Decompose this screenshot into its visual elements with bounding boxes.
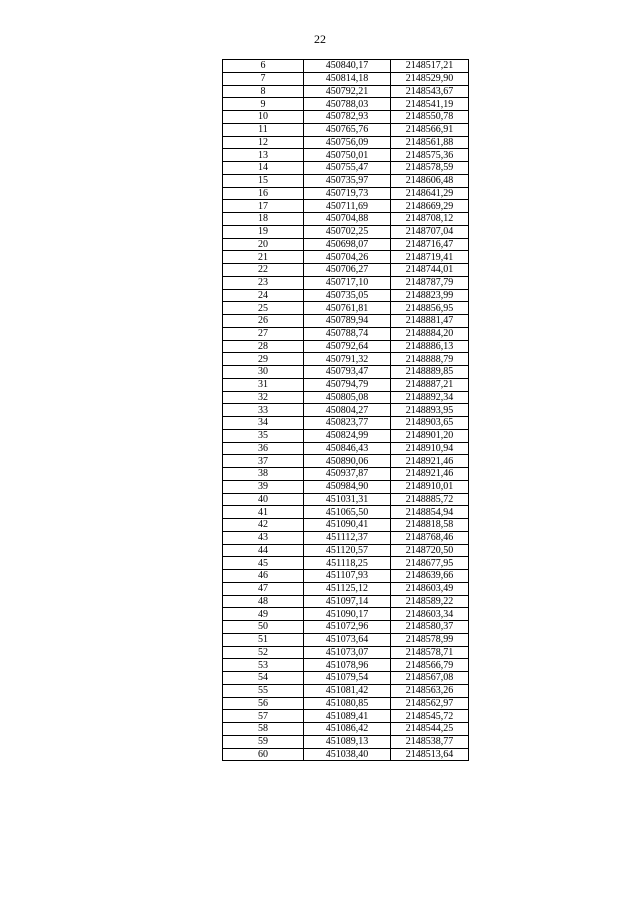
point-number-cell: 12 — [223, 136, 304, 149]
table-row — [223, 519, 469, 532]
y-coordinate-cell: 2148543,67 — [391, 85, 469, 98]
x-coordinate-cell: 450711,69 — [304, 200, 391, 213]
x-coordinate-cell: 450846,43 — [304, 442, 391, 455]
y-coordinate-cell: 2148886,13 — [391, 340, 469, 353]
point-number-cell: 32 — [223, 391, 304, 404]
table-row — [223, 442, 469, 455]
x-coordinate-cell: 450706,27 — [304, 264, 391, 277]
table-row — [223, 149, 469, 162]
point-number-cell: 29 — [223, 353, 304, 366]
point-number-cell: 39 — [223, 480, 304, 493]
point-number-cell: 31 — [223, 378, 304, 391]
table-row — [223, 123, 469, 136]
table-row — [223, 582, 469, 595]
x-coordinate-cell: 450735,97 — [304, 174, 391, 187]
table-row — [223, 633, 469, 646]
x-coordinate-cell: 451079,54 — [304, 672, 391, 685]
x-coordinate-cell: 450890,06 — [304, 455, 391, 468]
y-coordinate-cell: 2148517,21 — [391, 60, 469, 73]
y-coordinate-cell: 2148538,77 — [391, 735, 469, 748]
x-coordinate-cell: 451125,12 — [304, 582, 391, 595]
y-coordinate-cell: 2148856,95 — [391, 302, 469, 315]
table-row — [223, 684, 469, 697]
x-coordinate-cell: 450804,27 — [304, 404, 391, 417]
point-number-cell: 44 — [223, 544, 304, 557]
x-coordinate-cell: 450788,74 — [304, 327, 391, 340]
y-coordinate-cell: 2148677,95 — [391, 557, 469, 570]
x-coordinate-cell: 450717,10 — [304, 276, 391, 289]
y-coordinate-cell: 2148910,01 — [391, 480, 469, 493]
y-coordinate-cell: 2148545,72 — [391, 710, 469, 723]
table-row — [223, 429, 469, 442]
y-coordinate-cell: 2148513,64 — [391, 748, 469, 761]
y-coordinate-cell: 2148603,34 — [391, 608, 469, 621]
x-coordinate-cell: 450792,21 — [304, 85, 391, 98]
table-row — [223, 213, 469, 226]
y-coordinate-cell: 2148578,59 — [391, 162, 469, 175]
y-coordinate-cell: 2148641,29 — [391, 187, 469, 200]
x-coordinate-cell: 450702,25 — [304, 225, 391, 238]
table-row — [223, 111, 469, 124]
table-row — [223, 200, 469, 213]
x-coordinate-cell: 450698,07 — [304, 238, 391, 251]
table-row — [223, 340, 469, 353]
table-row — [223, 136, 469, 149]
table-row — [223, 174, 469, 187]
x-coordinate-cell: 450761,81 — [304, 302, 391, 315]
point-number-cell: 13 — [223, 149, 304, 162]
x-coordinate-cell: 451065,50 — [304, 506, 391, 519]
point-number-cell: 15 — [223, 174, 304, 187]
table-row — [223, 646, 469, 659]
table-row — [223, 315, 469, 328]
y-coordinate-cell: 2148884,20 — [391, 327, 469, 340]
point-number-cell: 45 — [223, 557, 304, 570]
point-number-cell: 47 — [223, 582, 304, 595]
coordinates-table-body — [223, 60, 469, 761]
y-coordinate-cell: 2148563,26 — [391, 684, 469, 697]
table-row — [223, 404, 469, 417]
y-coordinate-cell: 2148888,79 — [391, 353, 469, 366]
point-number-cell: 56 — [223, 697, 304, 710]
x-coordinate-cell: 451090,17 — [304, 608, 391, 621]
x-coordinate-cell: 450750,01 — [304, 149, 391, 162]
x-coordinate-cell: 451086,42 — [304, 723, 391, 736]
point-number-cell: 6 — [223, 60, 304, 73]
y-coordinate-cell: 2148562,97 — [391, 697, 469, 710]
x-coordinate-cell: 450791,32 — [304, 353, 391, 366]
x-coordinate-cell: 451078,96 — [304, 659, 391, 672]
y-coordinate-cell: 2148893,95 — [391, 404, 469, 417]
table-row — [223, 289, 469, 302]
table-row — [223, 162, 469, 175]
y-coordinate-cell: 2148823,99 — [391, 289, 469, 302]
point-number-cell: 58 — [223, 723, 304, 736]
x-coordinate-cell: 450704,88 — [304, 213, 391, 226]
y-coordinate-cell: 2148921,46 — [391, 468, 469, 481]
y-coordinate-cell: 2148881,47 — [391, 315, 469, 328]
point-number-cell: 59 — [223, 735, 304, 748]
y-coordinate-cell: 2148787,79 — [391, 276, 469, 289]
x-coordinate-cell: 450789,94 — [304, 315, 391, 328]
table-row — [223, 608, 469, 621]
point-number-cell: 22 — [223, 264, 304, 277]
y-coordinate-cell: 2148768,46 — [391, 531, 469, 544]
y-coordinate-cell: 2148669,29 — [391, 200, 469, 213]
coordinates-table — [222, 59, 469, 761]
point-number-cell: 51 — [223, 633, 304, 646]
y-coordinate-cell: 2148889,85 — [391, 366, 469, 379]
y-coordinate-cell: 2148589,22 — [391, 595, 469, 608]
table-row — [223, 506, 469, 519]
point-number-cell: 25 — [223, 302, 304, 315]
point-number-cell: 35 — [223, 429, 304, 442]
point-number-cell: 41 — [223, 506, 304, 519]
x-coordinate-cell: 450788,03 — [304, 98, 391, 111]
table-row — [223, 748, 469, 761]
x-coordinate-cell: 451072,96 — [304, 621, 391, 634]
table-row — [223, 366, 469, 379]
point-number-cell: 21 — [223, 251, 304, 264]
point-number-cell: 9 — [223, 98, 304, 111]
point-number-cell: 33 — [223, 404, 304, 417]
y-coordinate-cell: 2148578,71 — [391, 646, 469, 659]
table-row — [223, 264, 469, 277]
x-coordinate-cell: 451097,14 — [304, 595, 391, 608]
y-coordinate-cell: 2148580,37 — [391, 621, 469, 634]
point-number-cell: 20 — [223, 238, 304, 251]
point-number-cell: 26 — [223, 315, 304, 328]
y-coordinate-cell: 2148719,41 — [391, 251, 469, 264]
x-coordinate-cell: 451089,13 — [304, 735, 391, 748]
y-coordinate-cell: 2148708,12 — [391, 213, 469, 226]
x-coordinate-cell: 450756,09 — [304, 136, 391, 149]
point-number-cell: 50 — [223, 621, 304, 634]
table-row — [223, 493, 469, 506]
x-coordinate-cell: 450984,90 — [304, 480, 391, 493]
point-number-cell: 42 — [223, 519, 304, 532]
x-coordinate-cell: 451080,85 — [304, 697, 391, 710]
point-number-cell: 54 — [223, 672, 304, 685]
y-coordinate-cell: 2148901,20 — [391, 429, 469, 442]
point-number-cell: 60 — [223, 748, 304, 761]
point-number-cell: 53 — [223, 659, 304, 672]
table-row — [223, 531, 469, 544]
table-row — [223, 187, 469, 200]
point-number-cell: 34 — [223, 417, 304, 430]
point-number-cell: 36 — [223, 442, 304, 455]
table-row — [223, 72, 469, 85]
x-coordinate-cell: 450782,93 — [304, 111, 391, 124]
point-number-cell: 8 — [223, 85, 304, 98]
x-coordinate-cell: 450824,99 — [304, 429, 391, 442]
x-coordinate-cell: 451038,40 — [304, 748, 391, 761]
x-coordinate-cell: 450793,47 — [304, 366, 391, 379]
x-coordinate-cell: 450937,87 — [304, 468, 391, 481]
y-coordinate-cell: 2148716,47 — [391, 238, 469, 251]
table-row — [223, 455, 469, 468]
y-coordinate-cell: 2148921,46 — [391, 455, 469, 468]
point-number-cell: 28 — [223, 340, 304, 353]
y-coordinate-cell: 2148561,88 — [391, 136, 469, 149]
y-coordinate-cell: 2148818,58 — [391, 519, 469, 532]
point-number-cell: 49 — [223, 608, 304, 621]
point-number-cell: 11 — [223, 123, 304, 136]
y-coordinate-cell: 2148566,79 — [391, 659, 469, 672]
y-coordinate-cell: 2148566,91 — [391, 123, 469, 136]
table-row — [223, 98, 469, 111]
x-coordinate-cell: 451073,07 — [304, 646, 391, 659]
y-coordinate-cell: 2148903,65 — [391, 417, 469, 430]
table-row — [223, 327, 469, 340]
y-coordinate-cell: 2148910,94 — [391, 442, 469, 455]
point-number-cell: 52 — [223, 646, 304, 659]
x-coordinate-cell: 450704,26 — [304, 251, 391, 264]
point-number-cell: 10 — [223, 111, 304, 124]
y-coordinate-cell: 2148854,94 — [391, 506, 469, 519]
point-number-cell: 7 — [223, 72, 304, 85]
x-coordinate-cell: 451118,25 — [304, 557, 391, 570]
x-coordinate-cell: 451031,31 — [304, 493, 391, 506]
point-number-cell: 48 — [223, 595, 304, 608]
point-number-cell: 19 — [223, 225, 304, 238]
x-coordinate-cell: 451107,93 — [304, 570, 391, 583]
point-number-cell: 16 — [223, 187, 304, 200]
table-row — [223, 225, 469, 238]
table-row — [223, 85, 469, 98]
table-row — [223, 595, 469, 608]
point-number-cell: 14 — [223, 162, 304, 175]
x-coordinate-cell: 451120,57 — [304, 544, 391, 557]
table-row — [223, 391, 469, 404]
point-number-cell: 27 — [223, 327, 304, 340]
y-coordinate-cell: 2148606,48 — [391, 174, 469, 187]
y-coordinate-cell: 2148885,72 — [391, 493, 469, 506]
point-number-cell: 43 — [223, 531, 304, 544]
x-coordinate-cell: 450794,79 — [304, 378, 391, 391]
table-row — [223, 710, 469, 723]
x-coordinate-cell: 450755,47 — [304, 162, 391, 175]
x-coordinate-cell: 451112,37 — [304, 531, 391, 544]
point-number-cell: 57 — [223, 710, 304, 723]
y-coordinate-cell: 2148603,49 — [391, 582, 469, 595]
y-coordinate-cell: 2148575,36 — [391, 149, 469, 162]
table-row — [223, 570, 469, 583]
table-row — [223, 659, 469, 672]
point-number-cell: 17 — [223, 200, 304, 213]
x-coordinate-cell: 451081,42 — [304, 684, 391, 697]
point-number-cell: 40 — [223, 493, 304, 506]
x-coordinate-cell: 451073,64 — [304, 633, 391, 646]
table-row — [223, 417, 469, 430]
x-coordinate-cell: 450814,18 — [304, 72, 391, 85]
x-coordinate-cell: 450735,05 — [304, 289, 391, 302]
y-coordinate-cell: 2148567,08 — [391, 672, 469, 685]
y-coordinate-cell: 2148744,01 — [391, 264, 469, 277]
table-row — [223, 723, 469, 736]
table-row — [223, 480, 469, 493]
y-coordinate-cell: 2148639,66 — [391, 570, 469, 583]
page-number: 22 — [314, 32, 326, 46]
y-coordinate-cell: 2148887,21 — [391, 378, 469, 391]
table-row — [223, 735, 469, 748]
y-coordinate-cell: 2148541,19 — [391, 98, 469, 111]
y-coordinate-cell: 2148892,34 — [391, 391, 469, 404]
table-row — [223, 621, 469, 634]
point-number-cell: 23 — [223, 276, 304, 289]
point-number-cell: 30 — [223, 366, 304, 379]
point-number-cell: 55 — [223, 684, 304, 697]
x-coordinate-cell: 450823,77 — [304, 417, 391, 430]
y-coordinate-cell: 2148550,78 — [391, 111, 469, 124]
table-row — [223, 276, 469, 289]
point-number-cell: 18 — [223, 213, 304, 226]
y-coordinate-cell: 2148707,04 — [391, 225, 469, 238]
table-row — [223, 378, 469, 391]
y-coordinate-cell: 2148578,99 — [391, 633, 469, 646]
x-coordinate-cell: 451089,41 — [304, 710, 391, 723]
table-row — [223, 672, 469, 685]
x-coordinate-cell: 451090,41 — [304, 519, 391, 532]
x-coordinate-cell: 450792,64 — [304, 340, 391, 353]
x-coordinate-cell: 450765,76 — [304, 123, 391, 136]
x-coordinate-cell: 450805,08 — [304, 391, 391, 404]
y-coordinate-cell: 2148544,25 — [391, 723, 469, 736]
point-number-cell: 38 — [223, 468, 304, 481]
y-coordinate-cell: 2148720,50 — [391, 544, 469, 557]
y-coordinate-cell: 2148529,90 — [391, 72, 469, 85]
table-row — [223, 697, 469, 710]
point-number-cell: 37 — [223, 455, 304, 468]
table-row — [223, 544, 469, 557]
table-row — [223, 557, 469, 570]
table-row — [223, 60, 469, 73]
table-row — [223, 353, 469, 366]
point-number-cell: 24 — [223, 289, 304, 302]
table-row — [223, 302, 469, 315]
point-number-cell: 46 — [223, 570, 304, 583]
table-row — [223, 238, 469, 251]
table-row — [223, 468, 469, 481]
x-coordinate-cell: 450719,73 — [304, 187, 391, 200]
x-coordinate-cell: 450840,17 — [304, 60, 391, 73]
table-row — [223, 251, 469, 264]
